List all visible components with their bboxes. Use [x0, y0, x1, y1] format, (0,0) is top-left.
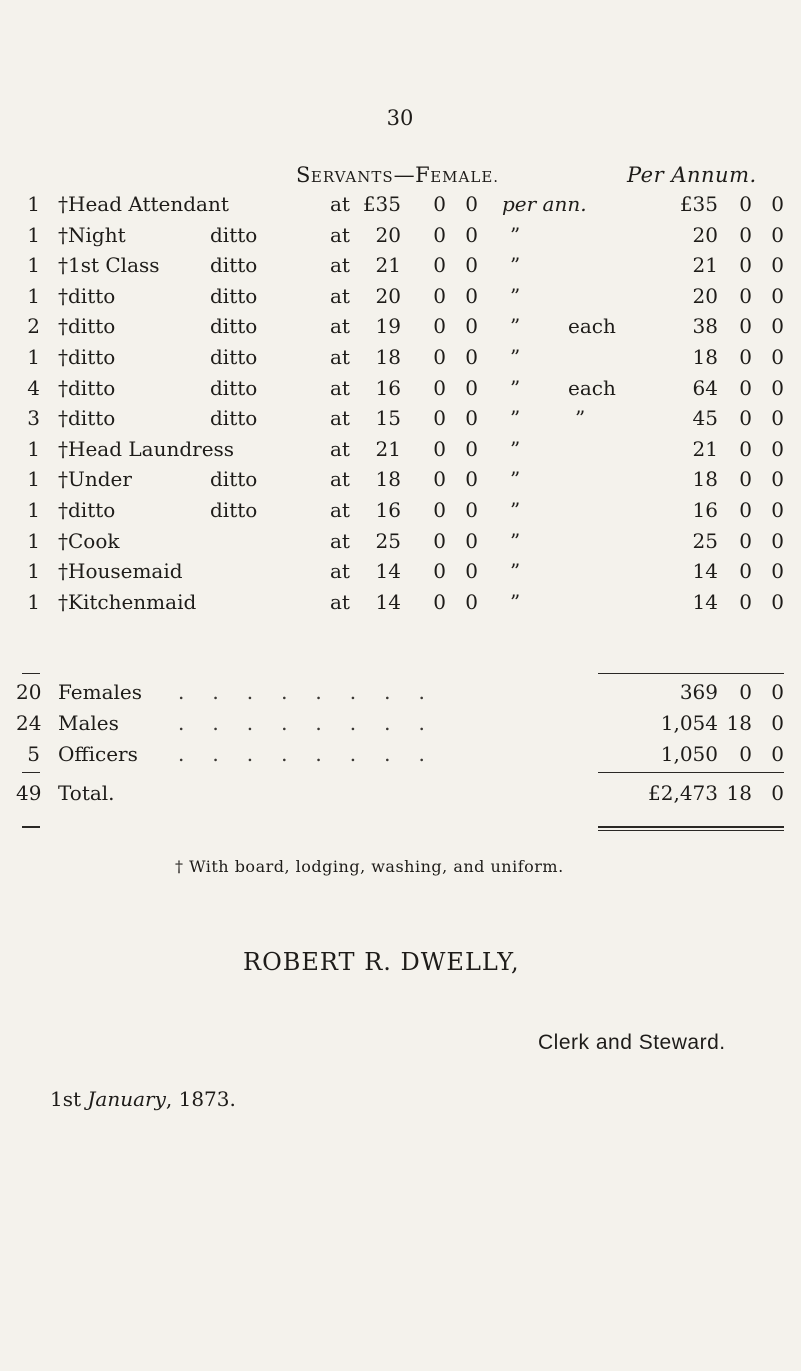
row-name: †ditto [58, 314, 116, 339]
total-rule-2 [598, 772, 784, 773]
row-count: 1 [27, 253, 40, 278]
row-total-pounds: 21 [692, 436, 718, 461]
summary-count: 5 [27, 742, 40, 766]
table-row [0, 376, 801, 408]
row-rate-shillings: 0 [433, 528, 446, 553]
row-ditto-mark: ” [510, 314, 521, 339]
row-name: †Head Attendant [58, 192, 229, 216]
row-name: †Under [58, 467, 132, 492]
footnote: † With board, lodging, washing, and uniform. [175, 857, 564, 876]
row-ditto-mark: ” [510, 559, 521, 584]
row-at: at [330, 498, 350, 522]
table-row [0, 590, 801, 622]
row-rate-shillings: 0 [433, 283, 446, 308]
row-total-pounds: £35 [679, 192, 718, 216]
summary-label: Officers [58, 742, 138, 766]
row-per-annum: per ann. [502, 192, 587, 216]
row-count: 1 [27, 222, 40, 247]
row-count: 1 [27, 589, 40, 614]
row-rate-shillings: 0 [433, 559, 446, 584]
row-rate-shillings: 0 [433, 314, 446, 339]
summary-count: 24 [16, 711, 42, 735]
date-line: 1st January, 1873. [50, 1087, 236, 1111]
row-name: †ditto [58, 406, 116, 431]
row-count: 1 [27, 192, 40, 216]
row-at: at [330, 375, 350, 400]
summary-row [0, 711, 801, 743]
row-total-shillings: 0 [739, 436, 752, 461]
summary-label: Males [58, 711, 119, 735]
row-name: †ditto [58, 375, 116, 400]
row-at: at [330, 253, 350, 278]
table-row [0, 467, 801, 499]
row-each: each [568, 375, 616, 400]
row-rate-shillings: 0 [433, 467, 446, 492]
summary-row [0, 680, 801, 712]
row-each: each [568, 314, 616, 339]
row-total-shillings: 0 [739, 314, 752, 339]
row-rate-shillings: 0 [433, 436, 446, 461]
row-name-ditto: ditto [210, 467, 258, 492]
row-total-pence: 0 [771, 467, 784, 492]
row-total-pounds: 38 [692, 314, 718, 339]
row-total-pence: 0 [771, 528, 784, 553]
section-heading: SERVANTS—FEMALE. [296, 163, 500, 187]
row-count: 1 [27, 345, 40, 369]
row-ditto-mark: ” [510, 436, 521, 461]
row-total-pence: 0 [771, 559, 784, 584]
row-total-pence: 0 [771, 375, 784, 400]
row-count: 1 [27, 436, 40, 461]
row-at: at [330, 283, 350, 308]
row-rate-pounds: 14 [375, 559, 401, 584]
leader-dots: ........ [178, 742, 453, 766]
row-rate-pounds: 16 [375, 498, 401, 522]
row-rate-shillings: 0 [433, 192, 446, 216]
row-rate-pounds: 18 [375, 467, 401, 492]
row-rate-pence: 0 [465, 406, 478, 431]
row-total-shillings: 0 [739, 406, 752, 431]
row-rate-shillings: 0 [433, 253, 446, 278]
row-total-shillings: 0 [739, 345, 752, 369]
row-total-pounds: 16 [692, 498, 718, 522]
row-each: ” [575, 406, 586, 431]
row-total-shillings: 0 [739, 498, 752, 522]
table-row [0, 559, 801, 591]
row-rate-pounds: 21 [375, 253, 401, 278]
row-name: †Night [58, 222, 126, 247]
page-number: 30 [386, 106, 414, 130]
row-total-pence: 0 [771, 345, 784, 369]
row-name: †Housemaid [58, 559, 183, 584]
row-ditto-mark: ” [510, 467, 521, 492]
row-total-pence: 0 [771, 192, 784, 216]
row-name: †ditto [58, 345, 116, 369]
row-total-pounds: 20 [692, 283, 718, 308]
row-total-shillings: 0 [739, 192, 752, 216]
row-ditto-mark: ” [510, 589, 521, 614]
row-rate-shillings: 0 [433, 345, 446, 369]
row-rate-shillings: 0 [433, 589, 446, 614]
row-rate-pounds: 18 [375, 345, 401, 369]
row-rate-pence: 0 [465, 528, 478, 553]
row-total-pence: 0 [771, 314, 784, 339]
row-rate-shillings: 0 [433, 222, 446, 247]
row-rate-shillings: 0 [433, 406, 446, 431]
row-ditto-mark: ” [510, 498, 521, 522]
row-rate-shillings: 0 [433, 498, 446, 522]
row-count: 1 [27, 498, 40, 522]
row-name: †1st Class [58, 253, 160, 278]
row-at: at [330, 345, 350, 369]
row-total-pounds: 18 [692, 345, 718, 369]
summary-row [0, 742, 801, 774]
row-name: †ditto [58, 498, 116, 522]
row-total-pounds: 45 [692, 406, 718, 431]
row-total-pence: 0 [771, 222, 784, 247]
row-rate-pence: 0 [465, 192, 478, 216]
row-total-shillings: 0 [739, 467, 752, 492]
row-rate-pence: 0 [465, 589, 478, 614]
row-name-ditto: ditto [210, 222, 258, 247]
row-count: 1 [27, 467, 40, 492]
row-name-ditto: ditto [210, 283, 258, 308]
row-count: 3 [27, 406, 40, 431]
signature-name: ROBERT R. DWELLY, [243, 948, 520, 976]
table-row [0, 437, 801, 469]
row-at: at [330, 589, 350, 614]
row-ditto-mark: ” [510, 375, 521, 400]
row-total-pounds: 21 [692, 253, 718, 278]
row-name: †ditto [58, 283, 116, 308]
row-total-pence: 0 [771, 436, 784, 461]
row-rate-pounds: 16 [375, 375, 401, 400]
leader-dots: ........ [178, 680, 453, 704]
table-row [0, 406, 801, 438]
count-rule [22, 673, 40, 674]
count-rule-2 [22, 772, 40, 773]
table-row [0, 284, 801, 316]
summary-count: 20 [16, 680, 42, 704]
table-row [0, 223, 801, 255]
row-name: †Kitchenmaid [58, 589, 197, 614]
row-rate-pence: 0 [465, 345, 478, 369]
summary-shillings: 0 [739, 680, 752, 704]
table-row [0, 345, 801, 377]
row-ditto-mark: ” [510, 253, 521, 278]
row-rate-shillings: 0 [433, 375, 446, 400]
summary-pounds: 369 [679, 680, 718, 704]
row-rate-pence: 0 [465, 467, 478, 492]
row-rate-pence: 0 [465, 559, 478, 584]
row-name-ditto: ditto [210, 253, 258, 278]
table-row [0, 529, 801, 561]
summary-pounds: 1,054 [660, 711, 718, 735]
row-at: at [330, 528, 350, 553]
row-name-ditto: ditto [210, 498, 258, 522]
row-total-pence: 0 [771, 406, 784, 431]
row-at: at [330, 222, 350, 247]
summary-pounds: 1,050 [660, 742, 718, 766]
signature-title: Clerk and Steward. [538, 1031, 726, 1054]
summary-pence: 0 [771, 680, 784, 704]
row-rate-pence: 0 [465, 222, 478, 247]
double-rule-right [598, 826, 784, 828]
row-rate-pounds: 25 [375, 528, 401, 553]
row-rate-pounds: 21 [375, 436, 401, 461]
table-row [0, 253, 801, 285]
row-total-shillings: 0 [739, 559, 752, 584]
row-total-shillings: 0 [739, 375, 752, 400]
row-name: †Cook [58, 528, 120, 553]
row-count: 1 [27, 528, 40, 553]
summary-label: Females [58, 680, 143, 704]
row-rate-pence: 0 [465, 498, 478, 522]
row-count: 2 [27, 314, 40, 339]
row-at: at [330, 436, 350, 461]
row-total-shillings: 0 [739, 283, 752, 308]
row-total-pounds: 14 [692, 559, 718, 584]
row-at: at [330, 559, 350, 584]
row-ditto-mark: ” [510, 406, 521, 431]
table-row [0, 314, 801, 346]
row-count: 1 [27, 283, 40, 308]
row-rate-pounds: 20 [375, 283, 401, 308]
row-rate-pence: 0 [465, 375, 478, 400]
row-total-pounds: 20 [692, 222, 718, 247]
row-total-shillings: 0 [739, 222, 752, 247]
summary-shillings: 0 [739, 742, 752, 766]
double-rule-left [22, 826, 40, 828]
row-total-pence: 0 [771, 589, 784, 614]
row-at: at [330, 467, 350, 492]
row-rate-pounds: 14 [375, 589, 401, 614]
row-name-ditto: ditto [210, 314, 258, 339]
row-ditto-mark: ” [510, 283, 521, 308]
row-name-ditto: ditto [210, 406, 258, 431]
row-rate-pence: 0 [465, 253, 478, 278]
row-rate-pounds: £35 [362, 192, 401, 216]
total-row: 49 Total. £2,473 18 0 [16, 781, 784, 805]
row-total-shillings: 0 [739, 589, 752, 614]
row-ditto-mark: ” [510, 528, 521, 553]
double-rule-right-b [598, 830, 784, 831]
total-rule [598, 673, 784, 674]
row-total-pounds: 64 [692, 375, 718, 400]
summary-shillings: 18 [726, 711, 752, 735]
row-count: 1 [27, 559, 40, 584]
row-rate-pounds: 15 [375, 406, 401, 431]
row-total-pounds: 14 [692, 589, 718, 614]
row-total-pence: 0 [771, 498, 784, 522]
row-ditto-mark: ” [510, 222, 521, 247]
row-rate-pounds: 19 [375, 314, 401, 339]
row-rate-pence: 0 [465, 314, 478, 339]
row-name-ditto: ditto [210, 375, 258, 400]
row-total-pounds: 18 [692, 467, 718, 492]
row-rate-pence: 0 [465, 436, 478, 461]
table-row [0, 498, 801, 530]
row-ditto-mark: ” [510, 345, 521, 369]
row-at: at [330, 314, 350, 339]
row-name-ditto: ditto [210, 345, 258, 369]
row-at: at [330, 406, 350, 431]
row-total-pence: 0 [771, 253, 784, 278]
row-rate-pounds: 20 [375, 222, 401, 247]
leader-dots: ........ [178, 711, 453, 735]
row-total-pence: 0 [771, 283, 784, 308]
row-total-pounds: 25 [692, 528, 718, 553]
row-total-shillings: 0 [739, 253, 752, 278]
summary-pence: 0 [771, 742, 784, 766]
row-name: †Head Laundress [58, 436, 235, 461]
summary-pence: 0 [771, 711, 784, 735]
row-rate-pence: 0 [465, 283, 478, 308]
row-count: 4 [27, 375, 40, 400]
row-total-shillings: 0 [739, 528, 752, 553]
row-at: at [330, 192, 350, 216]
per-annum-heading: Per Annum. [627, 163, 757, 187]
table-row [0, 192, 801, 224]
